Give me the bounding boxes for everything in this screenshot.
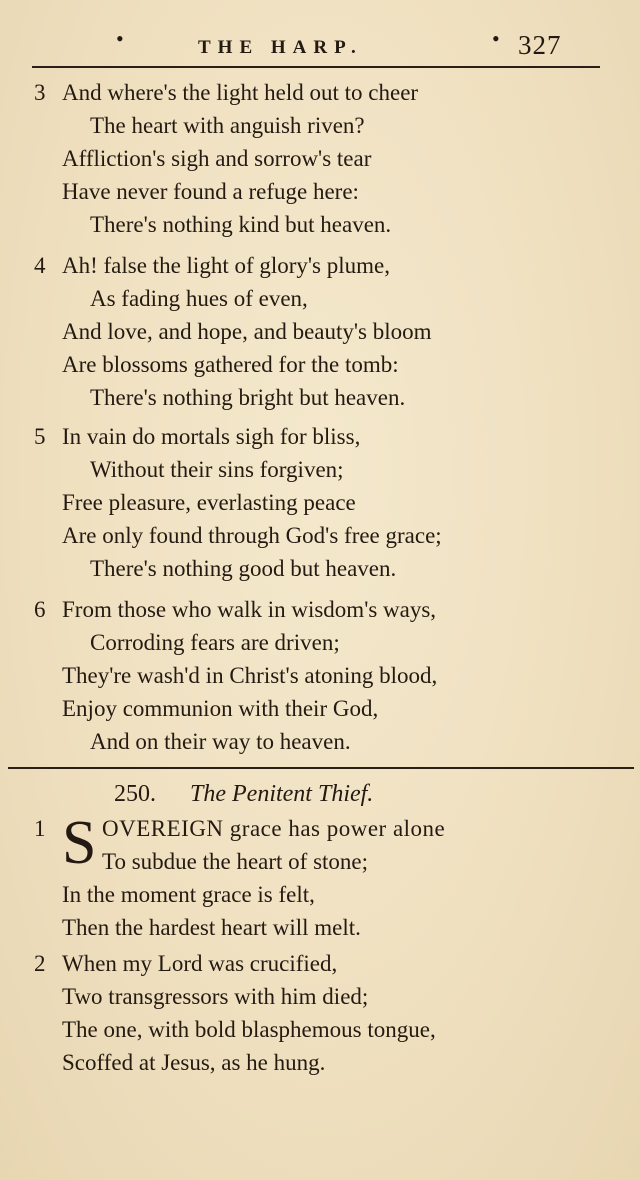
verse-line: Two transgressors with him died; bbox=[62, 984, 369, 1009]
verse-line: As fading hues of even, bbox=[90, 286, 308, 311]
stanza-line bbox=[0, 659, 640, 692]
stanza-number: 6 bbox=[34, 597, 46, 622]
hymn-stanza-2 bbox=[0, 947, 640, 1079]
verse-line: They're wash'd in Christ's atoning blood, bbox=[62, 663, 438, 688]
verse-line: Affliction's sigh and sorrow's tear bbox=[62, 146, 372, 171]
running-title: THE HARP. bbox=[198, 37, 363, 58]
stanza-line bbox=[0, 626, 640, 659]
verse-line: And love, and hope, and beauty's bloom bbox=[62, 319, 432, 344]
verse-line: To subdue the heart of stone; bbox=[102, 849, 369, 874]
verse-line: Have never found a refuge here: bbox=[62, 179, 359, 204]
stanza-4 bbox=[0, 249, 640, 414]
stanza-line bbox=[0, 420, 640, 453]
hymn-number: 250. bbox=[114, 781, 156, 807]
verse-line: And on their way to heaven. bbox=[90, 729, 351, 754]
verse-line: Free pleasure, everlasting peace bbox=[62, 490, 356, 515]
verse-line: Scoffed at Jesus, as he hung. bbox=[62, 1050, 326, 1075]
verse-line: There's nothing good but heaven. bbox=[90, 556, 397, 581]
stanza-line bbox=[0, 519, 640, 552]
stanza-line bbox=[0, 911, 640, 944]
page-number: 327 bbox=[518, 30, 562, 60]
verse-line: The one, with bold blasphemous tongue, bbox=[62, 1017, 436, 1042]
stanza-line bbox=[0, 593, 640, 626]
stanza-line bbox=[0, 208, 640, 241]
stanza-5 bbox=[0, 420, 640, 585]
verse-line: Are only found through God's free grace; bbox=[62, 523, 442, 548]
verse-line: Enjoy communion with their God, bbox=[62, 696, 379, 721]
verse-line: There's nothing bright but heaven. bbox=[90, 385, 406, 410]
stanza-line bbox=[0, 175, 640, 208]
stanza-line bbox=[0, 282, 640, 315]
section-rule bbox=[8, 767, 634, 769]
verse-line: OVEREIGN grace has power alone bbox=[102, 816, 446, 841]
hymn-title: The Penitent Thief. bbox=[190, 781, 374, 807]
stanza-line bbox=[0, 725, 640, 758]
stanza-line bbox=[0, 692, 640, 725]
verse-line: Corroding fears are driven; bbox=[90, 630, 340, 655]
verse-line: In the moment grace is felt, bbox=[62, 882, 315, 907]
verse-line: There's nothing kind but heaven. bbox=[90, 212, 392, 237]
stanza-number: 2 bbox=[34, 951, 46, 976]
stanza-line bbox=[0, 381, 640, 414]
verse-line: In vain do mortals sigh for bliss, bbox=[62, 424, 361, 449]
stanza-line bbox=[0, 348, 640, 381]
verse-line: Are blossoms gathered for the tomb: bbox=[62, 352, 399, 377]
verse-line: When my Lord was crucified, bbox=[62, 951, 338, 976]
stanza-line bbox=[0, 486, 640, 519]
stanza-line bbox=[0, 76, 640, 109]
drop-cap: S bbox=[62, 809, 97, 877]
stanza-line bbox=[0, 109, 640, 142]
header-rule bbox=[32, 66, 600, 68]
stanza-number: 3 bbox=[34, 80, 46, 105]
hymn-heading bbox=[0, 776, 640, 812]
stanza-line bbox=[0, 315, 640, 348]
stanza-3 bbox=[0, 76, 640, 241]
stanza-line bbox=[0, 142, 640, 175]
stanza-line bbox=[0, 1013, 640, 1046]
verse-line: Without their sins forgiven; bbox=[90, 457, 344, 482]
stanza-number: 1 bbox=[34, 816, 46, 841]
stanza-number: 4 bbox=[34, 253, 46, 278]
stanza-number: 5 bbox=[34, 424, 46, 449]
stanza-6 bbox=[0, 593, 640, 758]
stanza-line bbox=[0, 980, 640, 1013]
stanza-line bbox=[0, 878, 640, 911]
header-ornament-right: • bbox=[492, 26, 500, 51]
verse-line: The heart with anguish riven? bbox=[90, 113, 365, 138]
header-ornament-left: • bbox=[116, 26, 124, 51]
verse-line: From those who walk in wisdom's ways, bbox=[62, 597, 437, 622]
stanza-line bbox=[0, 453, 640, 486]
verse-line: Then the hardest heart will melt. bbox=[62, 915, 361, 940]
stanza-line bbox=[0, 249, 640, 282]
stanza-line bbox=[0, 947, 640, 980]
stanza-line bbox=[0, 1046, 640, 1079]
verse-line: And where's the light held out to cheer bbox=[62, 80, 419, 105]
verse-line: Ah! false the light of glory's plume, bbox=[62, 253, 390, 278]
stanza-line bbox=[0, 552, 640, 585]
page-header bbox=[0, 28, 640, 64]
